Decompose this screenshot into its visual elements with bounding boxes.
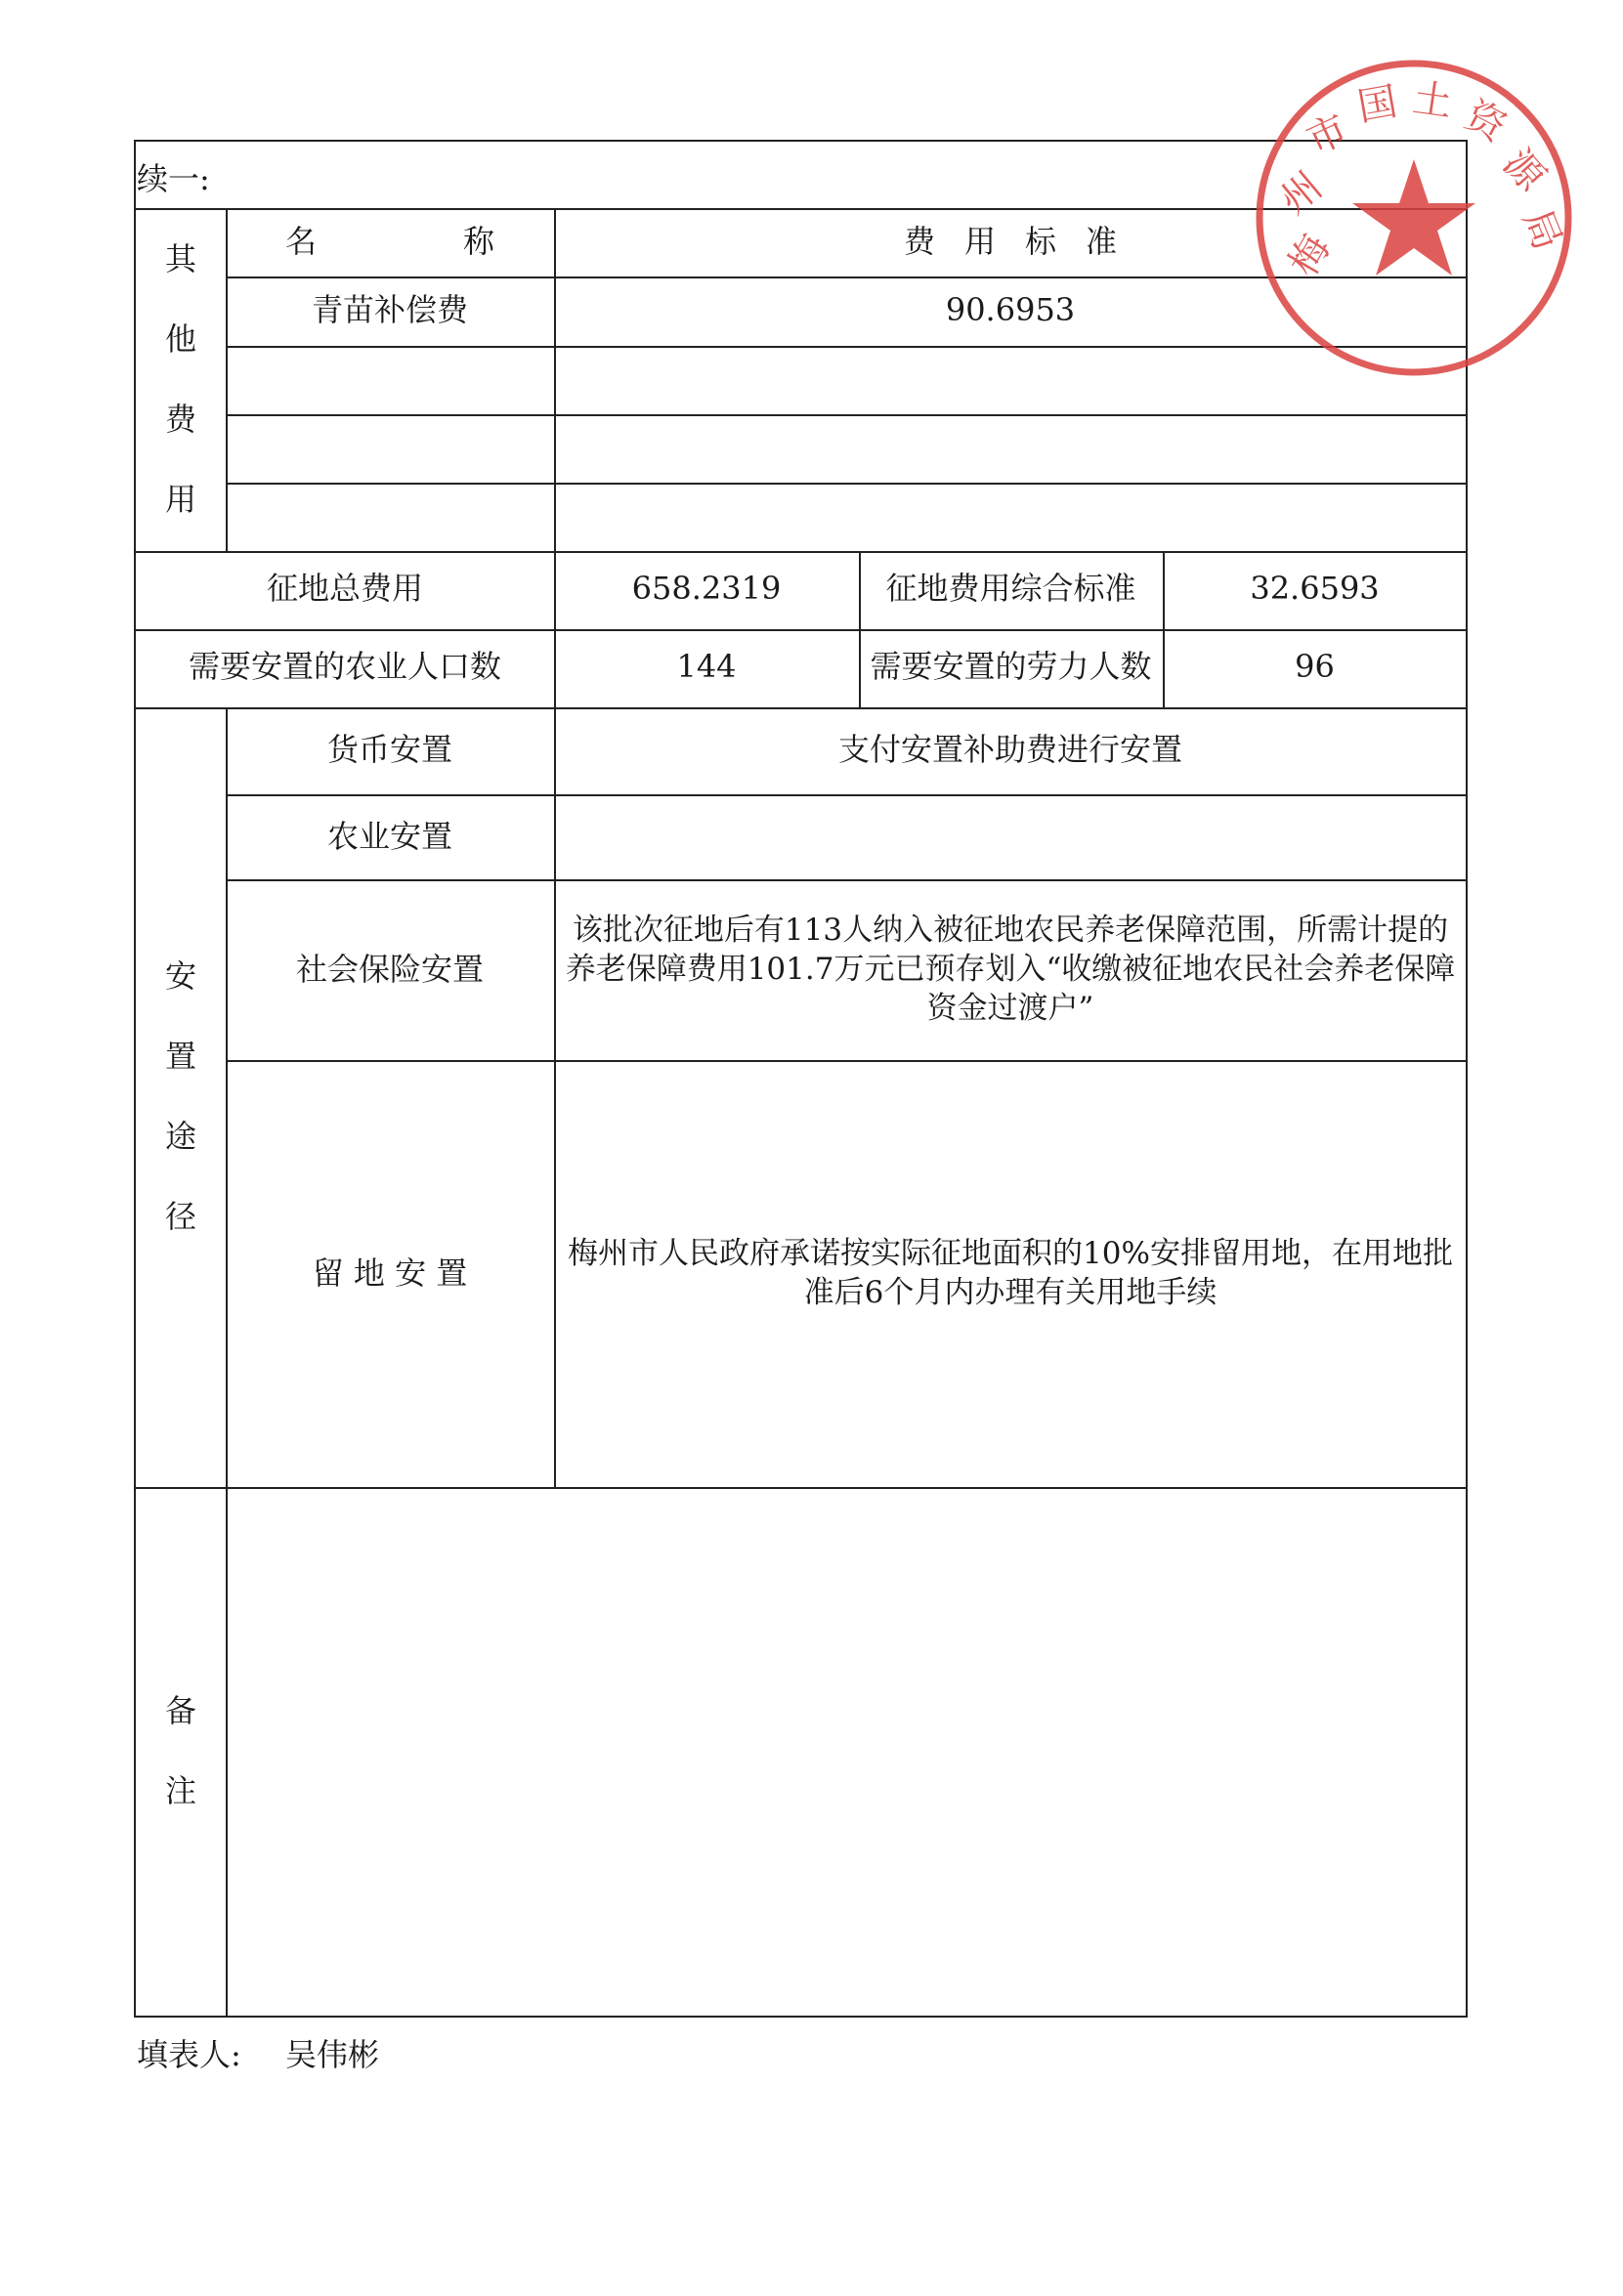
svg-text:资: 资 (1457, 92, 1514, 151)
filler-name: 吴伟彬 (285, 2036, 380, 2073)
resettlement-section-label: 安 置 途 径 (164, 957, 196, 1235)
fee-row-value (554, 482, 1467, 548)
remarks-section-label: 备 注 (164, 1691, 196, 1809)
other-fees-section-label: 其 他 费 用 (164, 239, 196, 518)
resettlement-row-name: 社会保险安置 (295, 950, 484, 988)
resettlement-row-value (554, 793, 1467, 878)
total-fee-label: 征地总费用 (266, 570, 423, 607)
svg-text:梅: 梅 (1280, 227, 1340, 284)
svg-text:土: 土 (1409, 75, 1455, 126)
resettlement-row-name: 留 地 安 置 (312, 1254, 468, 1292)
official-seal-stamp (1253, 57, 1575, 379)
fee-row-name (226, 413, 554, 480)
fee-row-value (554, 413, 1467, 480)
svg-text:市: 市 (1300, 106, 1355, 164)
fee-row-name: 青苗补偿费 (311, 291, 468, 328)
svg-text:州: 州 (1271, 163, 1331, 224)
filler-label: 填表人: (137, 2036, 241, 2073)
fee-row-value: 90.6953 (945, 291, 1076, 328)
agri-population-label: 需要安置的农业人口数 (188, 648, 501, 685)
resettlement-row-name: 农业安置 (326, 817, 452, 855)
fee-row-name (226, 345, 554, 411)
resettlement-row-value: 梅州市人民政府承诺按实际征地面积的10%安排留用地，在用地批准后6个月内办理有关用地手续 (568, 1235, 1453, 1310)
composite-standard-value: 32.6593 (1250, 570, 1380, 607)
resettlement-row-value: 支付安置补助费进行安置 (837, 731, 1182, 768)
agri-population-value: 144 (676, 648, 737, 685)
svg-text:国: 国 (1354, 79, 1401, 131)
svg-text:源: 源 (1494, 141, 1555, 200)
total-fee-value: 658.2319 (631, 570, 782, 607)
resettlement-row-value: 该批次征地后有113人纳入被征地农民养老保障范围，所需计提的养老保障费用101.7万元已预存划入“收缴被征地农民社会养老保障资金过渡户” (565, 912, 1456, 1026)
remarks-value (226, 1486, 1467, 2015)
composite-standard-label: 征地费用综合标准 (885, 570, 1136, 607)
fee-row-name (226, 482, 554, 548)
col-header-standard: 费 用 标 准 (903, 223, 1118, 260)
continued-label: 续一: (137, 160, 210, 197)
svg-text:局: 局 (1514, 202, 1570, 257)
labor-count-value: 96 (1295, 648, 1335, 685)
col-header-name: 名 称 (284, 223, 495, 260)
labor-count-label: 需要安置的劳力人数 (870, 648, 1152, 685)
resettlement-row-name: 货币安置 (326, 731, 452, 768)
